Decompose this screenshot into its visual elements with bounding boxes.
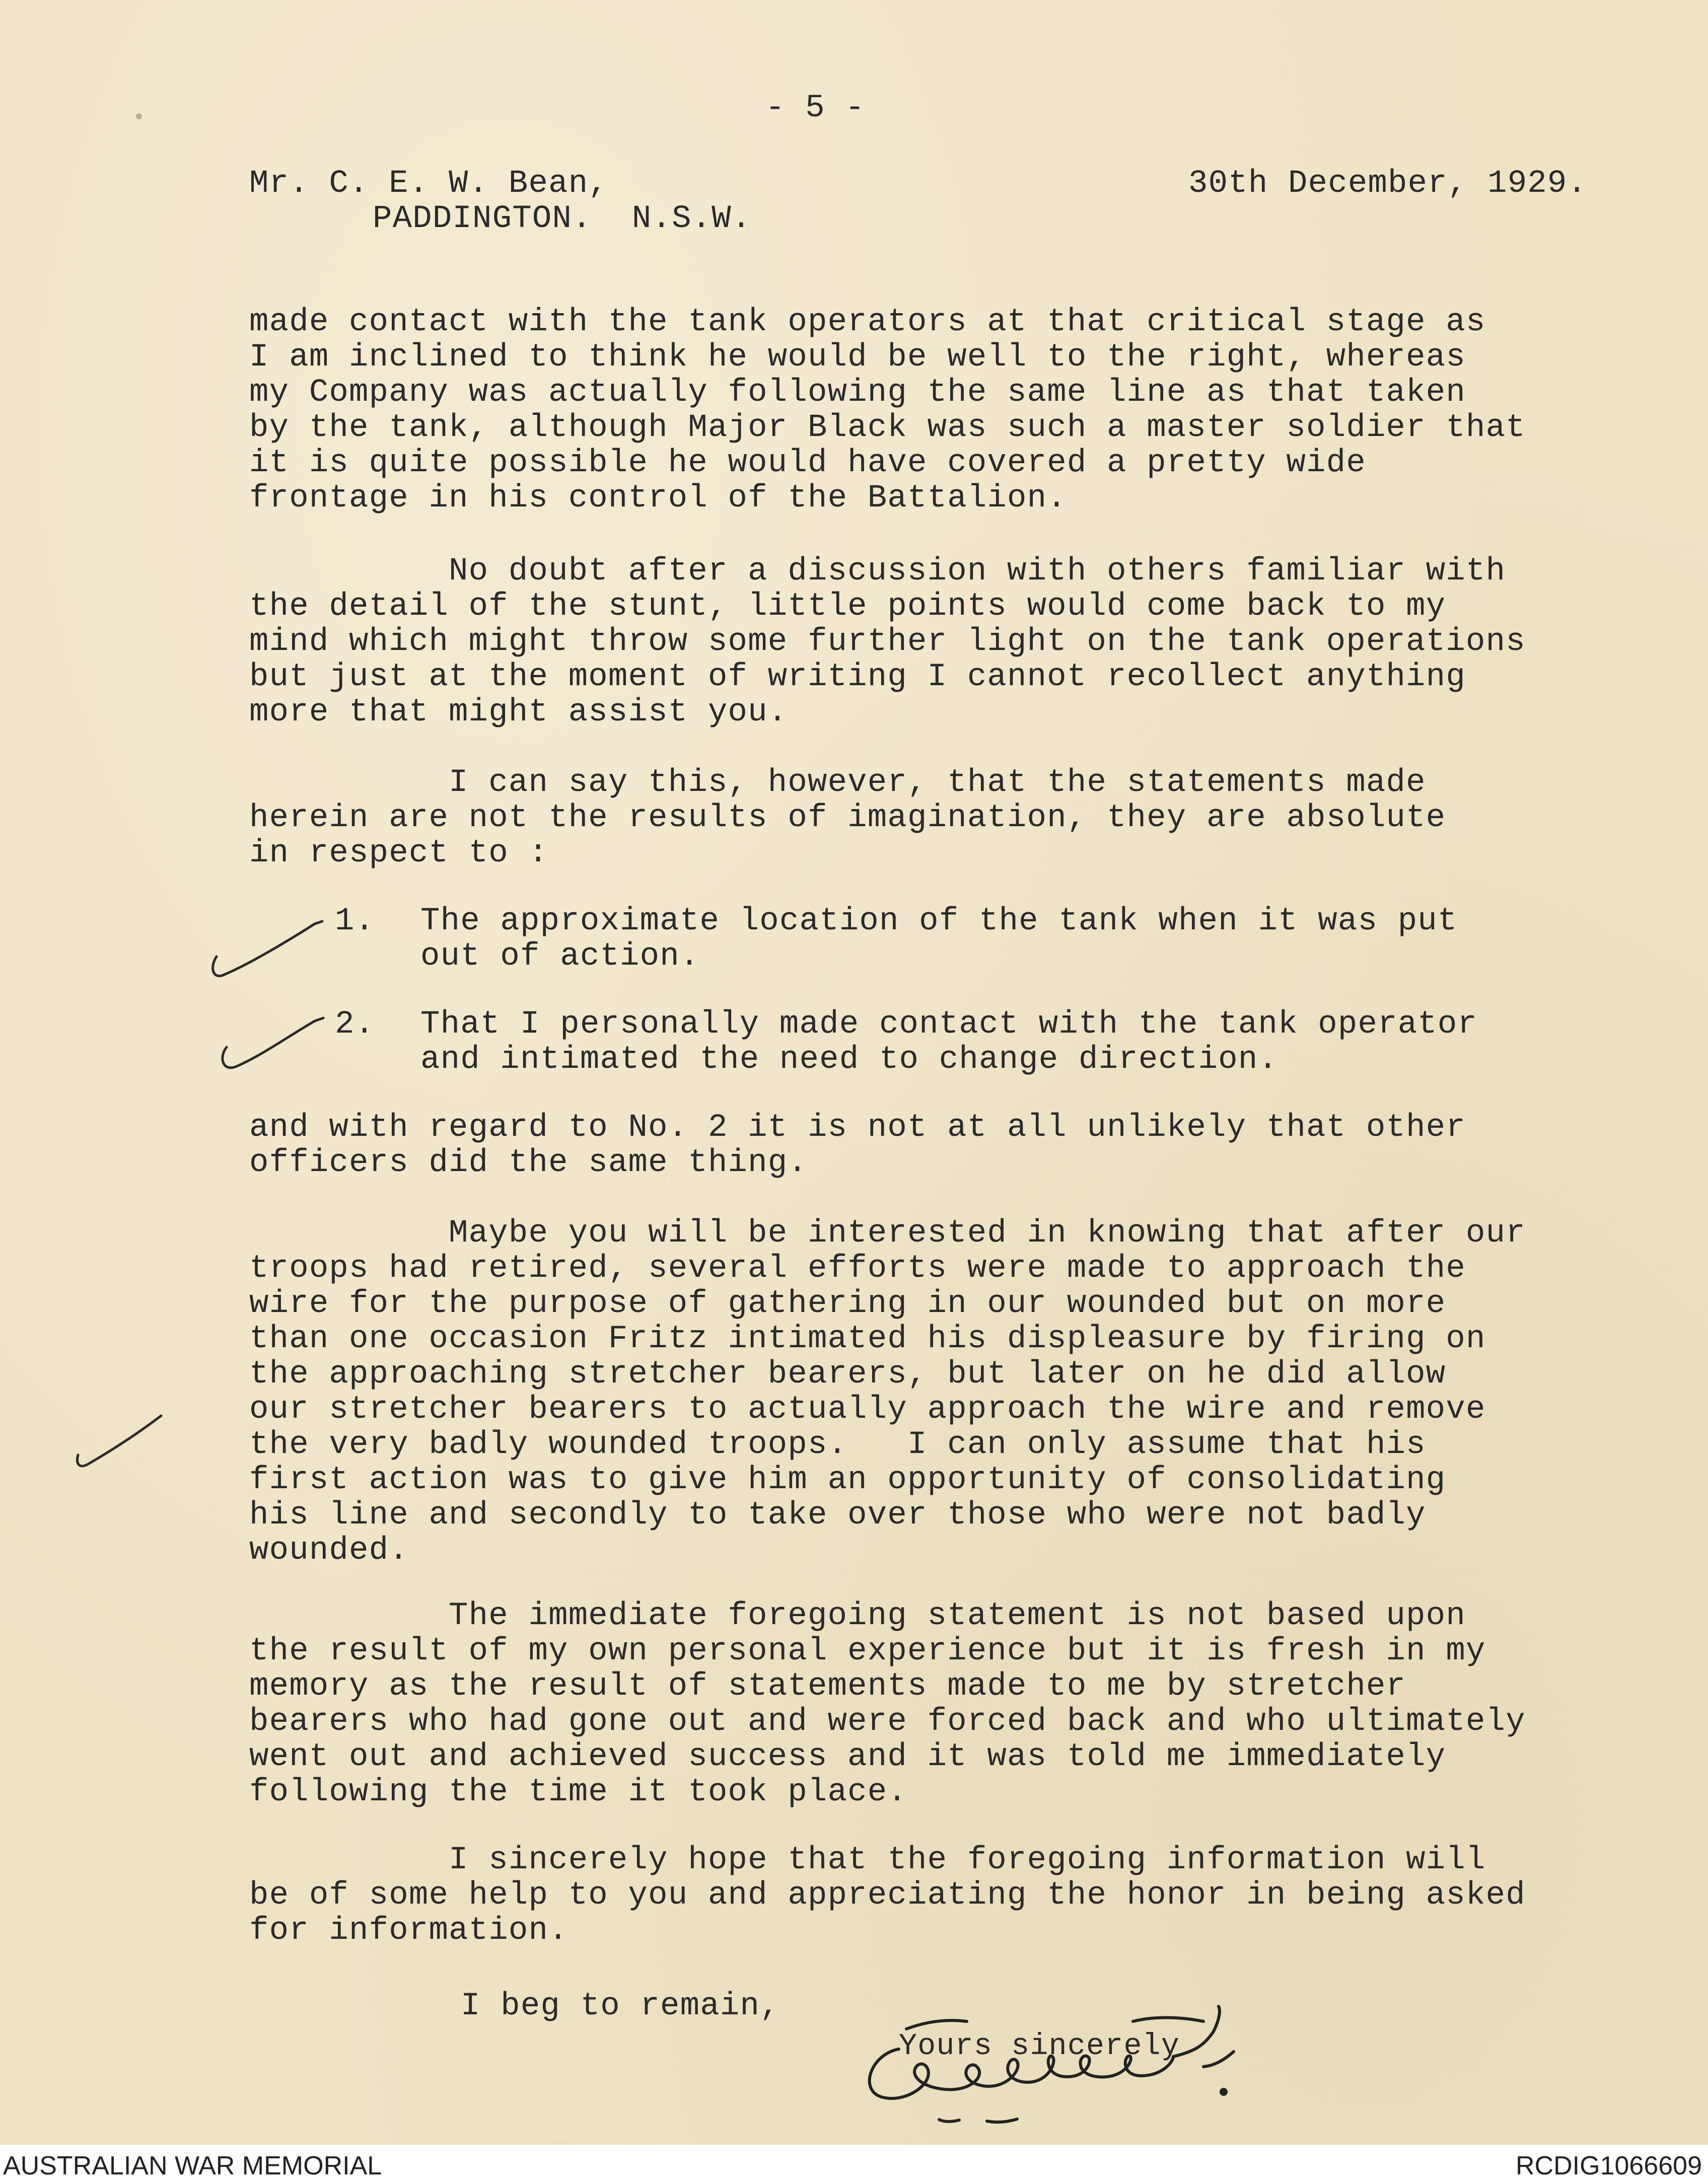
paragraph-5: Maybe you will be interested in knowing that after our troops had retired, several efforts were made to approach the wire for the purpose of gathering in our wounded but on more than one occasion Fritz intimated his displeasure by firing on the approaching stretcher bearers, but later on he did allow our stretcher bearers to actually approach the wire and remove the very badly wounded troops. I can only assume that his first action was to give him an opportunity of consolidating his line and secondly to take over those who were not badly wounded. [249, 1215, 1526, 1569]
paragraph-4: and with regard to No. 2 it is not at all unlikely that other officers did the same thing. [249, 1110, 1466, 1181]
recipient-location: PADDINGTON. N.S.W. [373, 201, 752, 237]
page-number: - 5 - [765, 90, 866, 126]
paragraph-6: The immediate foregoing statement is not based upon the result of my own personal experience but it is fresh in my memory as the result of statements made to me by stretcher bearers who had gone out and were forced back and who ultimately went out and achieved success and it was told me immediately following the time it took place. [249, 1598, 1526, 1810]
paragraph-1: made contact with the tank operators at that critical stage as I am inclined to think he would be well to the right, whereas my Company was actually following the same line as that taken by the tank, although Major Black was such a master soldier that it is quite possible he would have covered a pretty wide frontage in his control of the Battalion. [249, 304, 1526, 517]
record-identifier: RCDIG1066609 [1516, 2151, 1702, 2180]
list-item-2-text: That I personally made contact with the tank operator and intimated the need to change direction. [420, 1006, 1478, 1078]
recipient-name: Mr. C. E. W. Bean, [249, 166, 608, 202]
check-mark-icon [201, 906, 342, 987]
list-item-2-number: 2. [335, 1006, 375, 1043]
closing-line: I beg to remain, [461, 1988, 780, 2024]
letter-date: 30th December, 1929. [1188, 166, 1588, 202]
paragraph-2: No doubt after a discussion with others familiar with the detail of the stunt, little points would come back to my mind which might throw some further light on the tank operations but just at the moment of writing I cannot recollect anything more that might assist you. [249, 553, 1526, 731]
list-item-1-number: 1. [335, 903, 375, 939]
archive-credit: AUSTRALIAN WAR MEMORIAL [3, 2151, 382, 2180]
list-item-1-text: The approximate location of the tank when it was put out of action. [420, 903, 1458, 975]
paper-speck [136, 113, 142, 119]
paragraph-3: I can say this, however, that the statements made herein are not the results of imagination, they are absolute in respect to : [249, 765, 1446, 871]
check-mark-icon [211, 1007, 342, 1082]
paragraph-7: I sincerely hope that the foregoing information will be of some help to you and appreciating the honor in being asked for information. [249, 1842, 1526, 1949]
check-mark-icon [65, 1405, 176, 1475]
valediction: Yours sincerely [899, 2029, 1180, 2064]
signature [851, 2001, 1314, 2137]
